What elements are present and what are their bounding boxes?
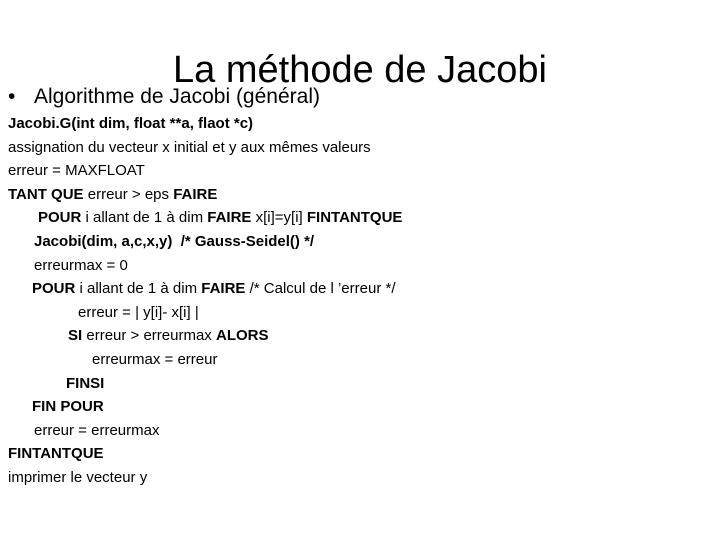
code-line bbox=[8, 419, 712, 443]
code-text: erreur = erreurmax bbox=[34, 421, 160, 439]
code-keyword: FINTANTQUE bbox=[306, 209, 403, 227]
code-text: x[i]=y[i] bbox=[251, 209, 307, 227]
code-line bbox=[8, 324, 712, 348]
code-line bbox=[8, 395, 712, 419]
code-line bbox=[8, 301, 712, 325]
code-keyword: FIN POUR bbox=[32, 398, 104, 416]
code-text: erreur = | y[i]- x[i] | bbox=[78, 303, 199, 321]
bullet-symbol: • bbox=[8, 85, 16, 108]
code-text: assignation du vecteur x initial et y aux mêmes valeurs bbox=[8, 138, 371, 156]
code-text: i allant de 1 à dim bbox=[75, 280, 202, 298]
code-keyword: Jacobi(dim, a,c,x,y) /* Gauss-Seidel() */ bbox=[34, 232, 315, 250]
code-keyword: FAIRE bbox=[173, 185, 218, 203]
code-line bbox=[8, 206, 712, 230]
bullet-item bbox=[8, 84, 320, 110]
code-text: erreur = MAXFLOAT bbox=[8, 162, 145, 180]
code-keyword: FAIRE bbox=[207, 209, 252, 227]
slide-title: La méthode de Jacobi bbox=[173, 49, 547, 92]
code-line bbox=[8, 277, 712, 301]
code-line bbox=[8, 372, 712, 396]
code-text: erreurmax = erreur bbox=[92, 350, 218, 368]
code-keyword: FINSI bbox=[66, 374, 105, 392]
code-keyword: SI bbox=[68, 327, 83, 345]
code-text: i allant de 1 à dim bbox=[81, 209, 208, 227]
code-line bbox=[8, 230, 712, 254]
code-line bbox=[8, 183, 712, 207]
code-line bbox=[8, 136, 712, 160]
code-line bbox=[8, 442, 712, 466]
code-keyword: POUR bbox=[38, 209, 82, 227]
code-keyword: Jacobi.G(int dim, float **a, flaot *c) bbox=[8, 115, 254, 132]
code-text: imprimer le vecteur y bbox=[8, 468, 148, 486]
code-line bbox=[8, 254, 712, 278]
code-text: erreurmax = 0 bbox=[34, 256, 128, 274]
code-text: erreur > erreurmax bbox=[82, 327, 216, 345]
code-line bbox=[8, 466, 712, 490]
code-keyword: ALORS bbox=[215, 327, 269, 345]
code-line bbox=[8, 112, 712, 136]
code-keyword: FINTANTQUE bbox=[8, 445, 104, 463]
code-text: /* Calcul de l ’erreur */ bbox=[245, 280, 396, 298]
algorithm-code-block bbox=[8, 112, 712, 490]
code-keyword: POUR bbox=[32, 280, 76, 298]
code-keyword: FAIRE bbox=[201, 280, 246, 298]
code-keyword: TANT QUE bbox=[8, 185, 84, 203]
code-line bbox=[8, 348, 712, 372]
bullet-text: Algorithme de Jacobi (général) bbox=[34, 85, 320, 108]
code-text: erreur > eps bbox=[83, 185, 174, 203]
code-line bbox=[8, 159, 712, 183]
